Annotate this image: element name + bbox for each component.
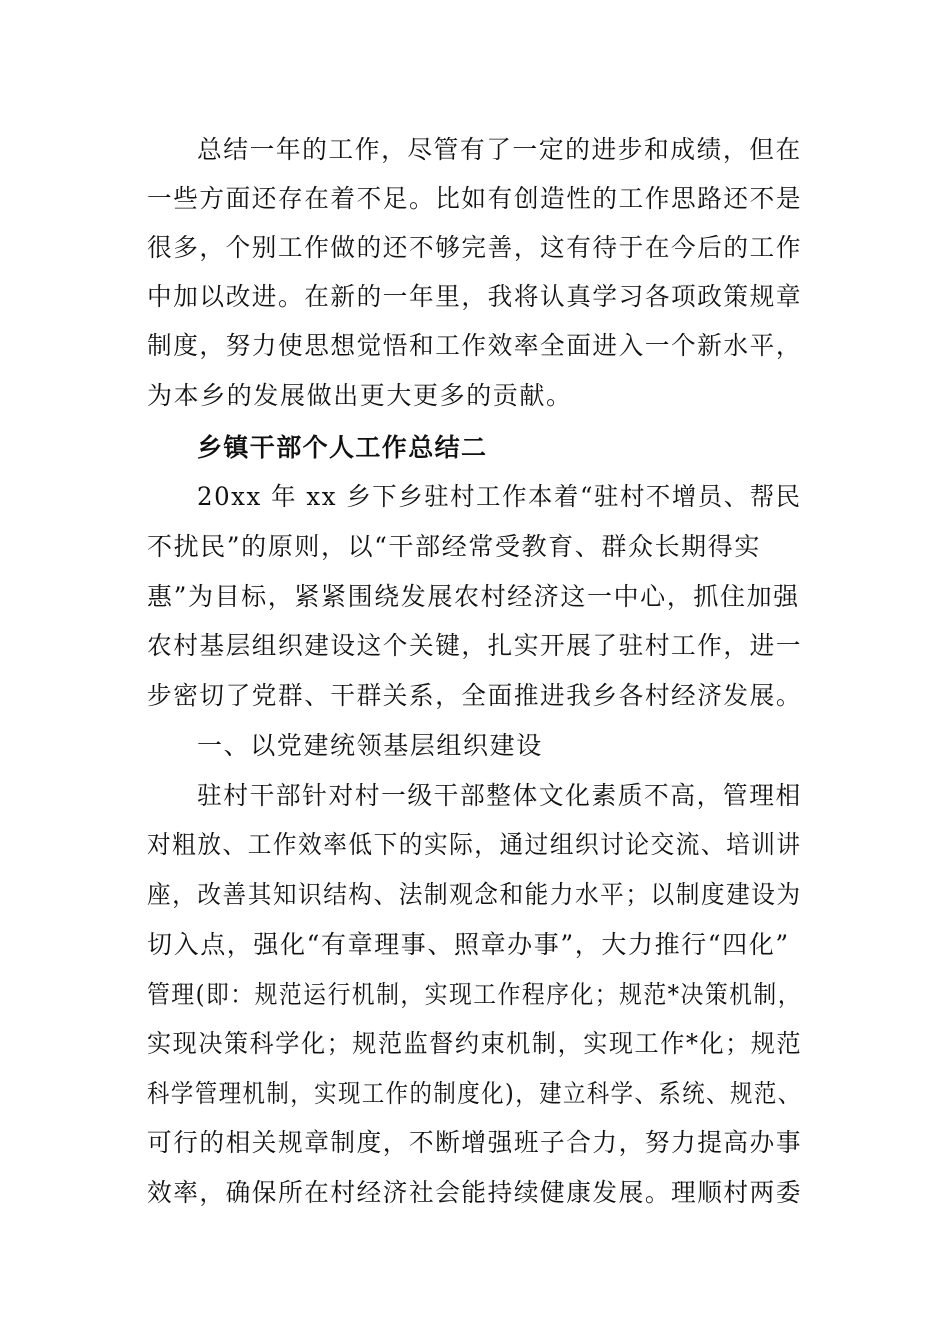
paragraph-line: 科学管理机制，实现工作的制度化)，建立科学、系统、规范、 <box>147 1079 802 1108</box>
paragraph-line: 驻村干部针对村一级干部整体文化素质不高，管理相 <box>197 781 802 810</box>
paragraph-line: 20xx 年 xx 乡下乡驻村工作本着“驻村不增员、帮民 <box>197 482 802 511</box>
paragraph-line: 中加以改进。在新的一年里，我将认真学习各项政策规章 <box>147 282 803 311</box>
paragraph-line: 管理(即：规范运行机制，实现工作程序化；规范*决策机制， <box>147 980 803 1009</box>
paragraph-line: 总结一年的工作，尽管有了一定的进步和成绩，但在 <box>197 135 802 164</box>
paragraph-line: 切入点，强化“有章理事、照章办事”，大力推行“四化” <box>147 930 790 959</box>
paragraph-line: 惠”为目标，紧紧围绕发展农村经济这一中心，抓住加强 <box>147 582 800 611</box>
paragraph-line: 很多，个别工作做的还不够完善，这有待于在今后的工作 <box>147 233 803 262</box>
subsection-heading: 一、以党建统领基层组织建设 <box>197 731 543 760</box>
paragraph-line: 步密切了党群、干群关系，全面推进我乡各村经济发展。 <box>147 681 803 710</box>
paragraph-line: 农村基层组织建设这个关键，扎实开展了驻村工作，进一 <box>147 631 803 660</box>
paragraph-line: 制度，努力使思想觉悟和工作效率全面进入一个新水平， <box>147 331 803 360</box>
paragraph-line: 一些方面还存在着不足。比如有创造性的工作思路还不是 <box>147 184 803 213</box>
section-heading: 乡镇干部个人工作总结二 <box>197 433 488 462</box>
paragraph-line: 效率，确保所在村经济社会能持续健康发展。理顺村两委 <box>147 1178 803 1207</box>
paragraph-line: 对粗放、工作效率低下的实际，通过组织讨论交流、培训讲 <box>147 830 802 859</box>
paragraph-line: 可行的相关规章制度，不断增强班子合力，努力提高办事 <box>147 1128 803 1157</box>
paragraph-line: 不扰民”的原则，以“干部经常受教育、群众长期得实 <box>147 532 761 561</box>
paragraph-line: 实现决策科学化；规范监督约束机制，实现工作*化；规范 <box>147 1029 803 1058</box>
paragraph-line: 为本乡的发展做出更大更多的贡献。 <box>147 381 573 410</box>
paragraph-line: 座，改善其知识结构、法制观念和能力水平；以制度建设为 <box>147 880 802 909</box>
